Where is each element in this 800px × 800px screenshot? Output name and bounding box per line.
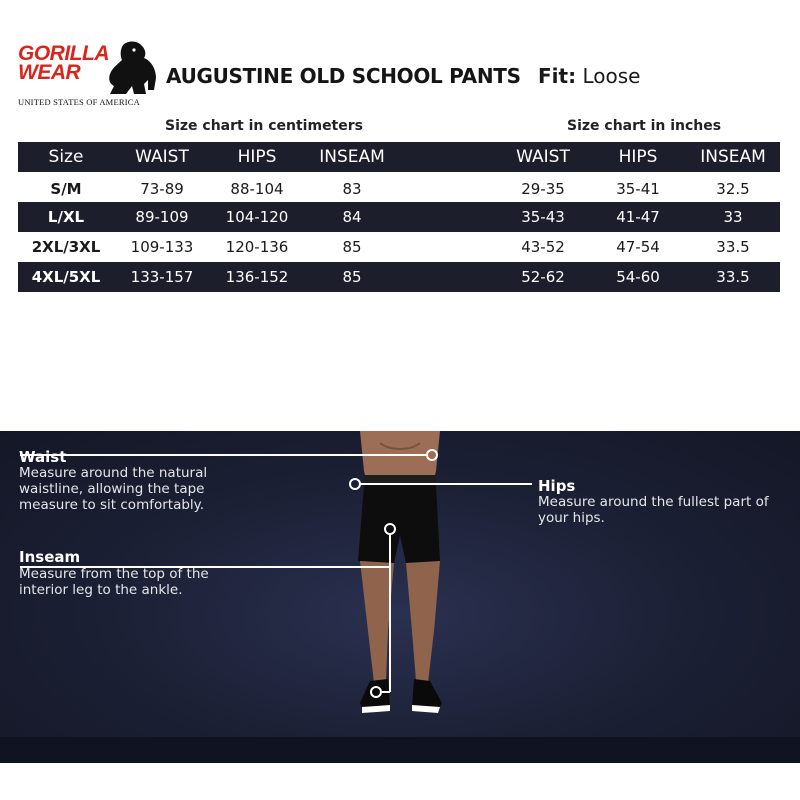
col-in-inseam: INSEAM: [700, 147, 766, 167]
cell-cm-hips: 88-104: [230, 180, 284, 198]
cell-size: S/M: [50, 180, 82, 198]
table-row: [18, 262, 780, 292]
logo-line1: GORILLA: [18, 42, 109, 65]
cell-in-inseam: 33: [723, 208, 743, 226]
cell-in-waist: 52-62: [521, 268, 565, 286]
brand-logo: [18, 40, 158, 110]
col-cm-waist: WAIST: [135, 147, 189, 167]
logo-wordmark: [18, 44, 109, 82]
fit-info: [538, 64, 640, 88]
fit-value: Loose: [582, 64, 641, 88]
cell-in-hips: 54-60: [616, 268, 660, 286]
cell-in-inseam: 32.5: [716, 180, 750, 198]
inch-caption: Size chart in inches: [567, 118, 722, 134]
table-row: [18, 174, 780, 204]
col-cm-inseam: INSEAM: [319, 147, 385, 167]
cm-caption: Size chart in centimeters: [165, 118, 363, 134]
cell-in-inseam: 33.5: [716, 268, 750, 286]
cell-size: L/XL: [47, 208, 85, 226]
cell-in-hips: 47-54: [616, 238, 660, 256]
product-title: AUGUSTINE OLD SCHOOL PANTS: [166, 64, 521, 88]
inseam-label: Inseam: [19, 548, 81, 566]
table-row: [18, 202, 780, 232]
cell-in-hips: 35-41: [616, 180, 660, 198]
col-cm-hips: HIPS: [237, 147, 277, 167]
logo-subtitle: UNITED STATES OF AMERICA: [18, 97, 140, 107]
cell-cm-hips: 136-152: [225, 268, 289, 286]
waist-description: Measure around the natural waistline, allowing the tape measure to sit comfortably.: [19, 465, 208, 513]
cell-cm-inseam: 85: [342, 238, 362, 256]
cell-cm-waist: 109-133: [130, 238, 194, 256]
logo-line2: WEAR: [18, 61, 81, 84]
cell-in-waist: 29-35: [521, 180, 565, 198]
size-table-header: [18, 142, 780, 172]
fit-label: Fit:: [538, 64, 577, 88]
cell-cm-waist: 73-89: [140, 180, 184, 198]
cell-cm-inseam: 85: [342, 268, 362, 286]
cell-cm-hips: 104-120: [225, 208, 289, 226]
cell-cm-waist: 133-157: [130, 268, 194, 286]
hips-description: Measure around the fullest part of your hips.: [538, 494, 769, 526]
hips-label: Hips: [538, 477, 576, 495]
cell-in-waist: 35-43: [521, 208, 565, 226]
cell-in-waist: 43-52: [521, 238, 565, 256]
inseam-description: Measure from the top of the interior leg to the ankle.: [19, 566, 209, 598]
bottom-strip: [0, 737, 800, 763]
waist-label: Waist: [19, 448, 67, 466]
col-in-waist: WAIST: [516, 147, 570, 167]
cell-cm-waist: 89-109: [135, 208, 189, 226]
table-row: [18, 232, 780, 262]
cell-size: 2XL/3XL: [31, 238, 101, 256]
cell-in-hips: 41-47: [616, 208, 660, 226]
cell-cm-inseam: 83: [342, 180, 362, 198]
col-size: Size: [48, 147, 84, 167]
col-in-hips: HIPS: [618, 147, 658, 167]
cell-cm-inseam: 84: [342, 208, 362, 226]
gorilla-icon: [104, 40, 158, 96]
cell-cm-hips: 120-136: [225, 238, 289, 256]
cell-size: 4XL/5XL: [31, 268, 101, 286]
cell-in-inseam: 33.5: [716, 238, 750, 256]
